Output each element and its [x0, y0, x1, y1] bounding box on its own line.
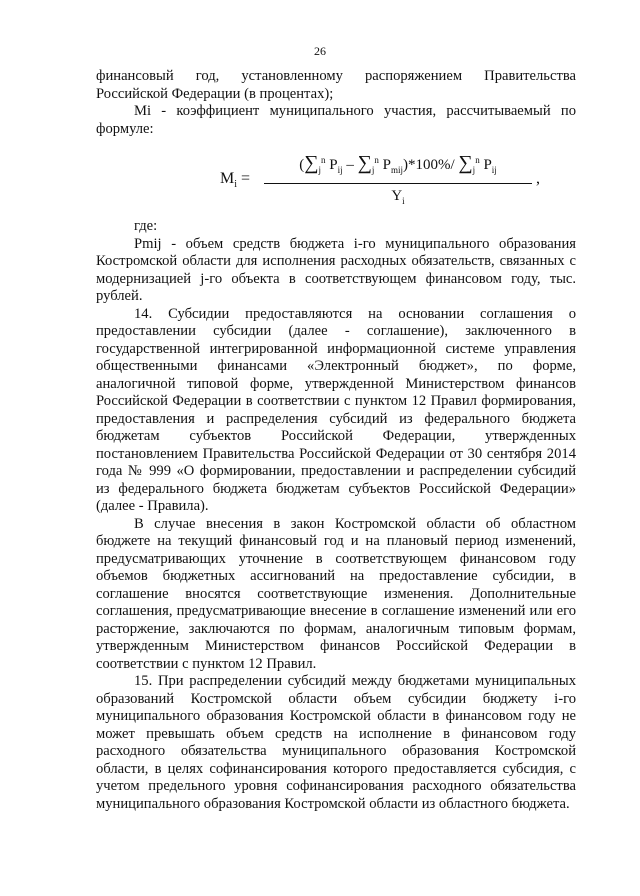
formula-mi	[96, 138, 576, 218]
paragraph-1: финансовый год, установленному распоряжением Правительства Российской Федерации (в процентах);	[96, 68, 576, 102]
paragraph-where: где:	[134, 218, 158, 234]
paragraph-amendments: В случае внесения в закон Костромской области об областном бюджете на текущий финансовый год и на плановый период изменений, предусматривающих уточнение в соответствующем финансовом году объемов бюджетных ассигнований на предоставление субсидии, в соглашение вносятся соответствующие изменения. Дополнительные соглашения, предусматривающие внесение в соглашение изменений или его расторжение, заключаются по формам, аналогичным типовым формам, утвержденным Министерством финансов Российской Федерации в соответствии с пунктом 12 Правил.	[96, 515, 576, 672]
paragraph-pmij-definition: Pmij - объем средств бюджета i-го муниципального образования Костромской области для исполнения расходных обязательств, связанных с модернизацией j-го объекта в соответствующем финансовом году, тыс. рублей.	[96, 235, 576, 304]
formula-denominator: $Y_i$	[391, 187, 405, 206]
formula-comma: ,	[536, 170, 540, 187]
formula-fraction	[264, 152, 532, 210]
formula-lhs: $M_i$ =	[220, 170, 251, 191]
body-text	[96, 68, 576, 813]
paragraph-14: 14. Субсидии предоставляются на основании соглашения о предоставлении субсидии (далее - соглашение), заключенного в государственной интегрированной информационной системе управления общественными финансами «Электронный бюджет», по форме, аналогичной типовой форме, утвержденной Министерством финансов Российской Федерации в соответствии с пунктом 12 Правил формирования, предоставления и распределения субсидий из федерального бюджета бюджетам субъектов Российской Федерации, утвержденных постановлением Правительства Российской Федерации от 30 сентября 2014 года № 999 «О формировании, предоставлении и распределении субсидий из федерального бюджета бюджетам субъектов Российской Федерации» (далее - Правила).	[96, 305, 576, 514]
paragraph-15: 15. При распределении субсидий между бюджетами муниципальных образований Костромской области объем субсидии бюджету i-го муниципального образования Костромской области в финансовом году не может превышать объем средств на исполнение в финансовом году расходного обязательства муниципального образования Костромской области, в целях софинансирования которого предоставляется субсидия, с учетом предельного уровня софинансирования расходного обязательства муниципального образования Костромской области из областного бюджета.	[96, 673, 576, 812]
formula-numerator: ($\sum_j^n$ $P_{ij} - \sum_j^n$ $P_{mij})*100\%/$ $\sum_j^n$ $P_{ij}$	[299, 152, 497, 175]
page-number: 26	[314, 44, 326, 58]
paragraph-mi-definition: Mi - коэффициент муниципального участия, рассчитываемый по формуле:	[96, 103, 576, 137]
